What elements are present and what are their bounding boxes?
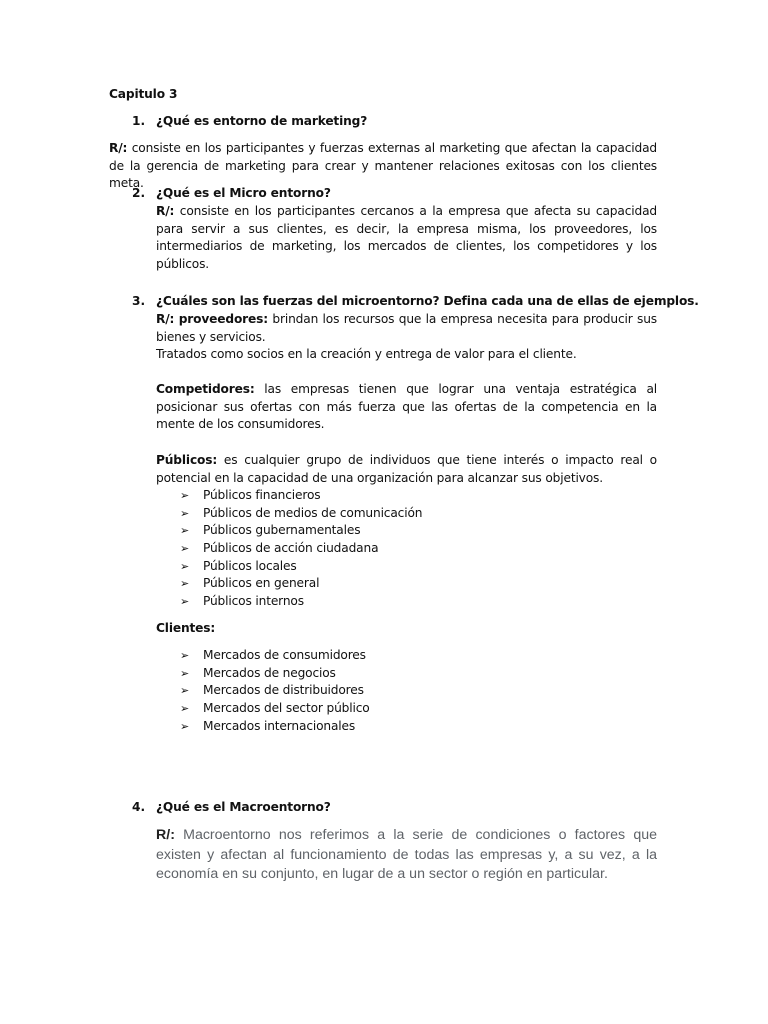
q3-competidores xyxy=(156,381,657,434)
q1-question: ¿Qué es entorno de marketing? xyxy=(156,114,368,128)
q3-number: 3. xyxy=(132,294,146,308)
q3-proveedores-label: proveedores: xyxy=(178,312,268,326)
list-item: Públicos en general xyxy=(203,576,320,590)
q3-question: ¿Cuáles son las fuerzas del microentorno? Defina cada una de ellas de ejemplos. xyxy=(156,294,699,308)
q1-answer-label: R/: xyxy=(109,141,128,155)
q4-answer xyxy=(156,826,657,885)
bullet-arrow-icon: ➢ xyxy=(180,560,190,573)
q4-number: 4. xyxy=(132,800,146,814)
bullet-arrow-icon: ➢ xyxy=(180,667,190,680)
bullet-arrow-icon: ➢ xyxy=(180,577,190,590)
chapter-title: Capitulo 3 xyxy=(109,87,178,101)
q2-answer-label: R/: xyxy=(156,204,175,218)
list-item: Mercados del sector público xyxy=(203,701,370,715)
q3-proveedores-text: brindan los recursos que la empresa necesita para producir sus bienes y servicios. xyxy=(156,312,657,344)
q1-number: 1. xyxy=(132,114,146,128)
list-item: Públicos de medios de comunicación xyxy=(203,506,423,520)
bullet-arrow-icon: ➢ xyxy=(180,649,190,662)
q1-answer-text: consiste en los participantes y fuerzas externas al marketing que afectan la capacidad de la gerencia de marketing para crear y mantener relaciones exitosas con los clientes meta. xyxy=(109,141,657,191)
q3-publicos xyxy=(156,452,657,487)
list-item: Públicos internos xyxy=(203,594,304,608)
bullet-arrow-icon: ➢ xyxy=(180,595,190,608)
q3-proveedores xyxy=(156,311,657,346)
q4-answer-label: R/: xyxy=(156,827,175,843)
q2-answer xyxy=(156,203,657,273)
list-item: Públicos locales xyxy=(203,559,297,573)
bullet-arrow-icon: ➢ xyxy=(180,489,190,502)
q3-publicos-text: es cualquier grupo de individuos que tiene interés o impacto real o potencial en la capacidad de una organización para alcanzar sus objetivos. xyxy=(156,453,657,485)
q2-number: 2. xyxy=(132,186,146,200)
clientes-label: Clientes: xyxy=(156,621,216,635)
list-item: Mercados de distribuidores xyxy=(203,683,364,697)
q2-question: ¿Qué es el Micro entorno? xyxy=(156,186,331,200)
list-item: Públicos financieros xyxy=(203,488,321,502)
list-item: Públicos de acción ciudadana xyxy=(203,541,379,555)
bullet-arrow-icon: ➢ xyxy=(180,684,190,697)
list-item: Públicos gubernamentales xyxy=(203,523,361,537)
list-item: Mercados de negocios xyxy=(203,666,336,680)
list-item: Mercados de consumidores xyxy=(203,648,366,662)
q3-answer-label: R/: xyxy=(156,312,175,326)
q3-proveedores-text2: Tratados como socios en la creación y entrega de valor para el cliente. xyxy=(156,347,577,361)
bullet-arrow-icon: ➢ xyxy=(180,720,190,733)
q2-answer-text: consiste en los participantes cercanos a la empresa que afecta su capacidad para servir a sus clientes, es decir, la empresa misma, los proveedores, los intermediarios de marketing, los mercados de clientes, los competidores y los públicos. xyxy=(156,204,657,271)
bullet-arrow-icon: ➢ xyxy=(180,524,190,537)
q3-publicos-label: Públicos: xyxy=(156,453,218,467)
q4-answer-text: Macroentorno nos referimos a la serie de condiciones o factores que existen y afectan al funcionamiento de todas las empresas y, a su vez, a la economía en su conjunto, en lugar de a un sector o región en particular. xyxy=(156,827,657,882)
q3-competidores-text: las empresas tienen que lograr una ventaja estratégica al posicionar sus ofertas con más fuerza que las ofertas de la competencia en la mente de los consumidores. xyxy=(156,382,657,432)
bullet-arrow-icon: ➢ xyxy=(180,507,190,520)
bullet-arrow-icon: ➢ xyxy=(180,702,190,715)
q3-competidores-label: Competidores: xyxy=(156,382,255,396)
bullet-arrow-icon: ➢ xyxy=(180,542,190,555)
q4-question: ¿Qué es el Macroentorno? xyxy=(156,800,331,814)
list-item: Mercados internacionales xyxy=(203,719,356,733)
